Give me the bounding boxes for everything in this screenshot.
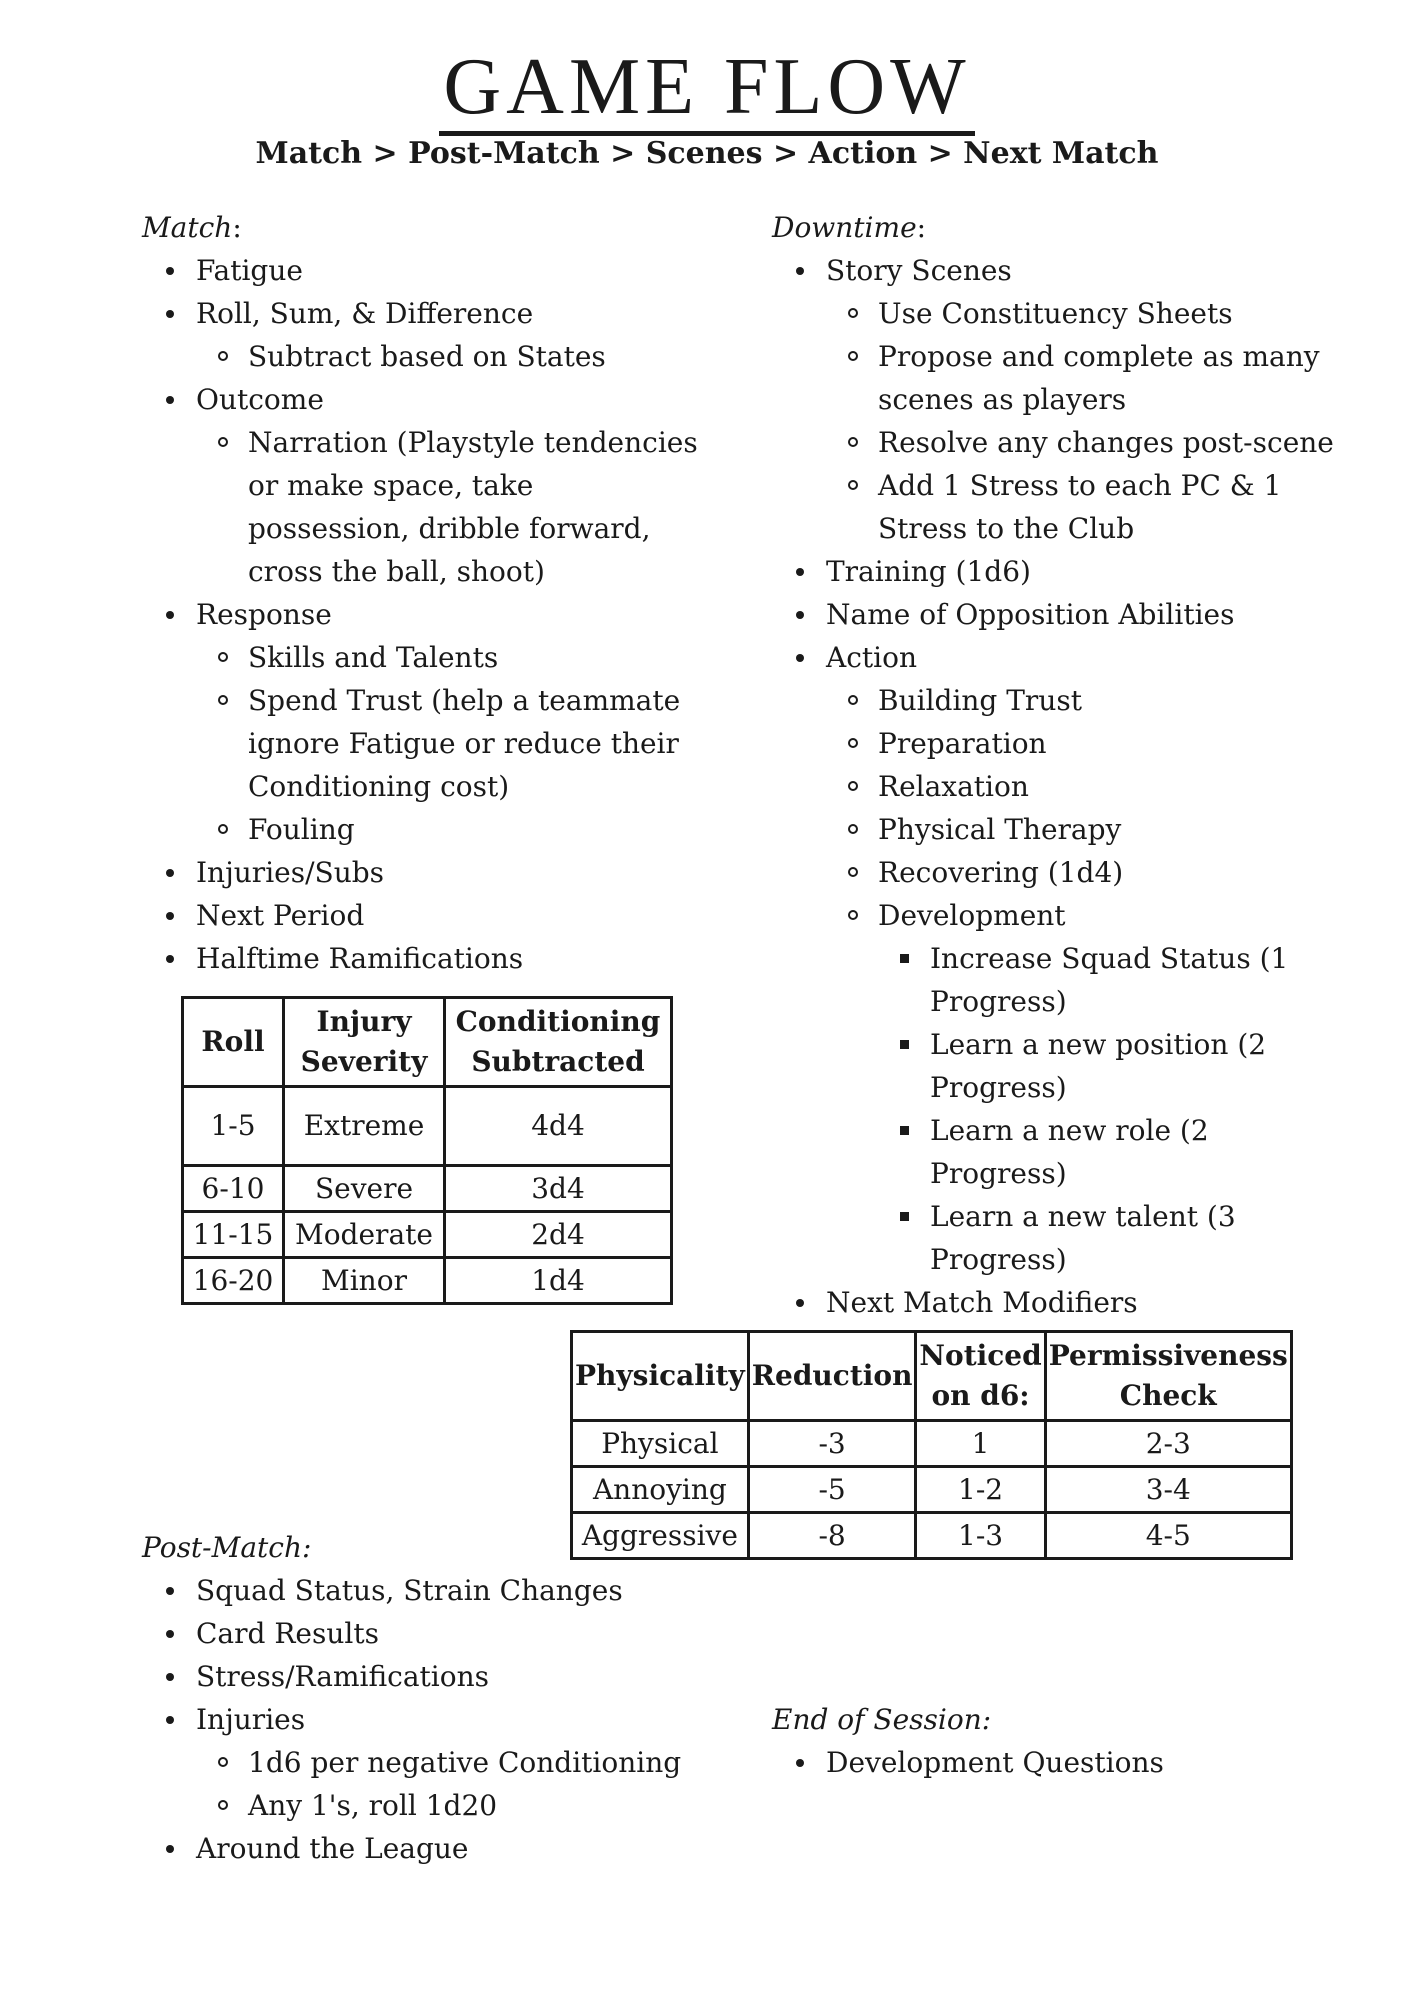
table-cell: Annoying xyxy=(572,1467,749,1513)
post-match-item: Card Results xyxy=(196,1612,722,1655)
table-cell: Minor xyxy=(284,1258,445,1304)
table-header: Roll xyxy=(183,998,284,1087)
match-item: Injuries/Subs xyxy=(196,851,702,894)
table-cell: 11-15 xyxy=(183,1212,284,1258)
end-of-session-section xyxy=(772,1698,1352,1784)
downtime-section xyxy=(772,206,1352,1324)
table-cell: 1d4 xyxy=(445,1258,672,1304)
development-option: Increase Squad Status (1 Progress) xyxy=(930,937,1352,1023)
match-subitem: Spend Trust (help a teammate ignore Fatigue or reduce their Conditioning cost) xyxy=(248,679,702,808)
end-of-session-heading: End of Session: xyxy=(772,1703,992,1736)
page-title: GAME FLOW xyxy=(0,42,1414,132)
match-item: Outcome Narration (Playstyle tendencies or make space, take possession, dribble forward, cross the ball, shoot) xyxy=(196,378,702,593)
match-subitem: Skills and Talents xyxy=(248,636,702,679)
table-cell: Aggressive xyxy=(572,1513,749,1559)
table-cell: 1 xyxy=(916,1421,1045,1467)
downtime-subitem: Building Trust xyxy=(878,679,1352,722)
downtime-subitem: Resolve any changes post-scene xyxy=(878,421,1352,464)
development-option: Learn a new position (2 Progress) xyxy=(930,1023,1352,1109)
downtime-subitem: Propose and complete as many scenes as players xyxy=(878,335,1352,421)
development-option: Learn a new role (2 Progress) xyxy=(930,1109,1352,1195)
match-subitem: Subtract based on States xyxy=(248,335,702,378)
table-header: Physicality xyxy=(572,1332,749,1421)
downtime-subitem: Development Increase Squad Status (1 Progress) Learn a new position (2 Progress) Learn a new role (2 Progress) Learn a new talent (3 Progress) xyxy=(878,894,1352,1281)
table-cell: 3-4 xyxy=(1045,1467,1291,1513)
table-cell: Moderate xyxy=(284,1212,445,1258)
table-cell: Severe xyxy=(284,1166,445,1212)
downtime-item: Name of Opposition Abilities xyxy=(826,593,1352,636)
match-item: Next Period xyxy=(196,894,702,937)
table-cell: Physical xyxy=(572,1421,749,1467)
table-header: Noticed on d6: xyxy=(916,1332,1045,1421)
table-cell: -5 xyxy=(748,1467,916,1513)
table-header: Conditioning Subtracted xyxy=(445,998,672,1087)
table-cell: 4d4 xyxy=(445,1087,672,1166)
match-section xyxy=(142,206,702,980)
end-of-session-item: Development Questions xyxy=(826,1741,1352,1784)
downtime-item: Story Scenes Use Constituency Sheets Propose and complete as many scenes as players Resolve any changes post-scene Add 1 Stress to each PC & 1 Stress to the Club xyxy=(826,249,1352,550)
downtime-subitem: Use Constituency Sheets xyxy=(878,292,1352,335)
downtime-subitem: Preparation xyxy=(878,722,1352,765)
downtime-subitem: Physical Therapy xyxy=(878,808,1352,851)
downtime-subitem: Relaxation xyxy=(878,765,1352,808)
table-header: Injury Severity xyxy=(284,998,445,1087)
table-header: Reduction xyxy=(748,1332,916,1421)
table-cell: 6-10 xyxy=(183,1166,284,1212)
table-cell: -3 xyxy=(748,1421,916,1467)
downtime-subitem: Add 1 Stress to each PC & 1 Stress to the Club xyxy=(878,464,1352,550)
table-cell: 4-5 xyxy=(1045,1513,1291,1559)
table-cell: Extreme xyxy=(284,1087,445,1166)
table-cell: 1-3 xyxy=(916,1513,1045,1559)
match-subitem: Narration (Playstyle tendencies or make space, take possession, dribble forward, cross the ball, shoot) xyxy=(248,421,702,593)
match-subitem: Fouling xyxy=(248,808,702,851)
post-match-item: Around the League xyxy=(196,1827,722,1870)
post-match-item: Stress/Ramifications xyxy=(196,1655,722,1698)
match-heading: Match: xyxy=(142,211,242,244)
table-cell: 1-2 xyxy=(916,1467,1045,1513)
development-option: Learn a new talent (3 Progress) xyxy=(930,1195,1352,1281)
table-header: Permissiveness Check xyxy=(1045,1332,1291,1421)
injury-severity-table xyxy=(181,996,673,1305)
downtime-heading: Downtime: xyxy=(772,211,927,244)
match-item: Fatigue xyxy=(196,249,702,292)
table-cell: 1-5 xyxy=(183,1087,284,1166)
downtime-subitem: Recovering (1d4) xyxy=(878,851,1352,894)
match-item: Roll, Sum, & Difference Subtract based on States xyxy=(196,292,702,378)
post-match-section xyxy=(142,1526,722,1870)
match-item: Response Skills and Talents Spend Trust (help a teammate ignore Fatigue or reduce their Conditioning cost) Fouling xyxy=(196,593,702,851)
table-row xyxy=(183,1212,672,1258)
post-match-item: Squad Status, Strain Changes xyxy=(196,1569,722,1612)
post-match-subitem: Any 1's, roll 1d20 xyxy=(248,1784,722,1827)
post-match-heading: Post-Match: xyxy=(142,1531,312,1564)
table-row xyxy=(183,1258,672,1304)
table-cell: -8 xyxy=(748,1513,916,1559)
table-cell: 2-3 xyxy=(1045,1421,1291,1467)
match-item: Halftime Ramifications xyxy=(196,937,702,980)
downtime-item: Next Match Modifiers xyxy=(826,1281,1352,1324)
post-match-subitem: 1d6 per negative Conditioning xyxy=(248,1741,722,1784)
table-row xyxy=(572,1421,1292,1467)
table-row xyxy=(183,1166,672,1212)
table-cell: 16-20 xyxy=(183,1258,284,1304)
table-cell: 3d4 xyxy=(445,1166,672,1212)
table-row xyxy=(183,1087,672,1166)
downtime-item: Training (1d6) xyxy=(826,550,1352,593)
table-row xyxy=(572,1467,1292,1513)
downtime-item: Action Building Trust Preparation Relaxation Physical Therapy Recovering (1d4) Development Increase Squad Status (1 Progress) Learn a new position (2 Progress) Learn a new role (2 Progress) Learn a new talent (3 Progress) xyxy=(826,636,1352,1281)
post-match-item: Injuries 1d6 per negative Conditioning Any 1's, roll 1d20 xyxy=(196,1698,722,1827)
flow-subtitle: Match > Post-Match > Scenes > Action > Next Match xyxy=(255,136,1159,171)
table-cell: 2d4 xyxy=(445,1212,672,1258)
